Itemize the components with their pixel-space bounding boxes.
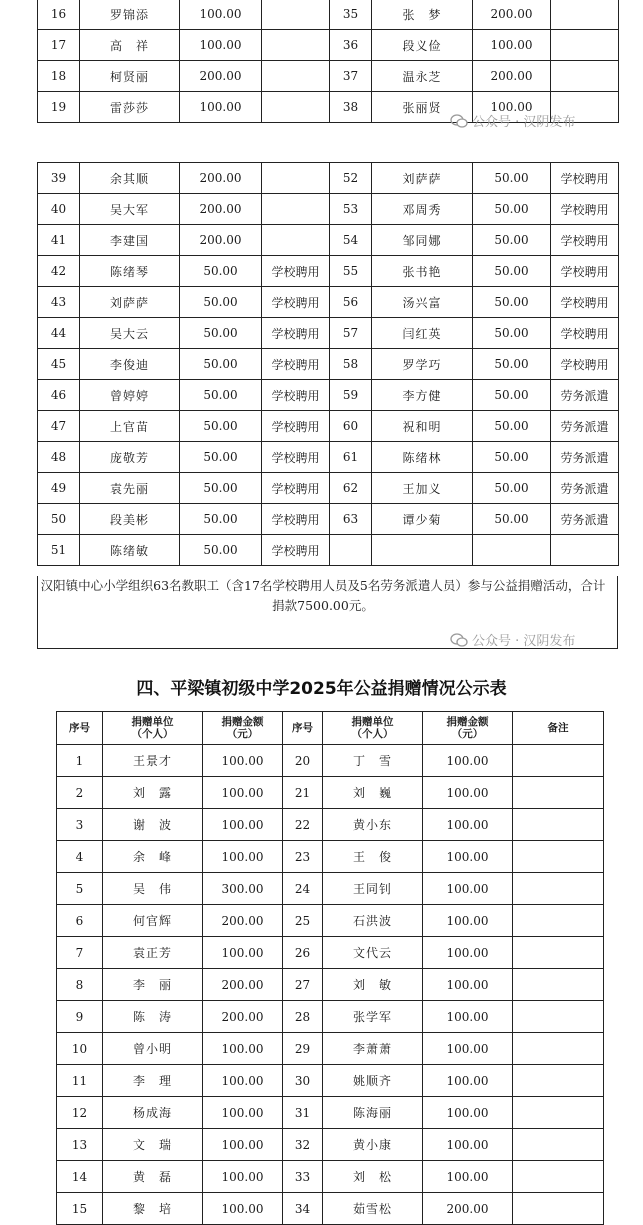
- table-cell: 100.00: [203, 1129, 283, 1161]
- table-cell: 4: [57, 841, 103, 873]
- table-cell: 300.00: [203, 873, 283, 905]
- table-cell: 黄小东: [323, 809, 423, 841]
- table-cell: 1: [57, 745, 103, 777]
- table-row: [38, 473, 619, 504]
- table-row: [57, 841, 604, 873]
- section-title: 四、平梁镇初级中学2025年公益捐赠情况公示表: [136, 679, 507, 699]
- table-cell: 学校聘用: [262, 473, 330, 504]
- table-cell: [513, 1129, 604, 1161]
- table-cell: 43: [38, 287, 80, 318]
- table-cell: 62: [330, 473, 372, 504]
- table-row: [57, 905, 604, 937]
- table-cell: 55: [330, 256, 372, 287]
- table-cell: 学校聘用: [262, 535, 330, 566]
- table-cell: 100.00: [203, 745, 283, 777]
- table-cell: 文 瑞: [103, 1129, 203, 1161]
- table-cell: 11: [57, 1065, 103, 1097]
- table-cell: 50.00: [180, 411, 262, 442]
- table-cell: 100.00: [180, 0, 262, 30]
- table-row: [38, 349, 619, 380]
- table-cell: 袁先丽: [80, 473, 180, 504]
- table-cell: 谭少菊: [372, 504, 473, 535]
- table-cell: 王加义: [372, 473, 473, 504]
- table-row: [38, 30, 619, 61]
- table-header-cell: 捐赠单位 （个人）: [323, 712, 423, 745]
- table-cell: 50.00: [473, 225, 551, 256]
- table-row: [57, 1193, 604, 1225]
- table-cell: 100.00: [423, 1129, 513, 1161]
- table-cell: 王 俊: [323, 841, 423, 873]
- table-cell: 15: [57, 1193, 103, 1225]
- table-row: [38, 504, 619, 535]
- table-cell: 50.00: [473, 349, 551, 380]
- table-cell: [551, 61, 619, 92]
- table-cell: 袁正芳: [103, 937, 203, 969]
- table-row: [57, 937, 604, 969]
- table-cell: 劳务派遣: [551, 504, 619, 535]
- table-row: [38, 318, 619, 349]
- table-cell: 50.00: [473, 287, 551, 318]
- table-cell: 59: [330, 380, 372, 411]
- table-cell: 60: [330, 411, 372, 442]
- table-cell: 27: [283, 969, 323, 1001]
- table-cell: 学校聘用: [262, 442, 330, 473]
- table-cell: 刘萨萨: [372, 163, 473, 194]
- table-cell: 50: [38, 504, 80, 535]
- table-header-cell: 捐赠金额 （元）: [423, 712, 513, 745]
- table-cell: 柯贤丽: [80, 61, 180, 92]
- table-cell: 高 祥: [80, 30, 180, 61]
- table-row: [57, 745, 604, 777]
- table-cell: 王景才: [103, 745, 203, 777]
- table-cell: 刘萨萨: [80, 287, 180, 318]
- table-cell: 2: [57, 777, 103, 809]
- table-cell: 100.00: [203, 1065, 283, 1097]
- table-cell: 200.00: [473, 61, 551, 92]
- table-cell: 50.00: [180, 442, 262, 473]
- table-cell: [513, 873, 604, 905]
- table-cell: [551, 30, 619, 61]
- table-header-cell: 备注: [513, 712, 604, 745]
- table-cell: [513, 1193, 604, 1225]
- table-cell: [262, 30, 330, 61]
- table-cell: 63: [330, 504, 372, 535]
- table-row: [38, 287, 619, 318]
- table-cell: 41: [38, 225, 80, 256]
- table-cell: 100.00: [203, 1097, 283, 1129]
- table-cell: [513, 1065, 604, 1097]
- table-row: [57, 1129, 604, 1161]
- table-cell: 49: [38, 473, 80, 504]
- table-cell: 100.00: [423, 1033, 513, 1065]
- table-cell: 闫红英: [372, 318, 473, 349]
- table-cell: 学校聘用: [262, 504, 330, 535]
- table-row: [38, 163, 619, 194]
- table-cell: 50.00: [473, 411, 551, 442]
- table-cell: 100.00: [473, 92, 551, 123]
- table-cell: 200.00: [180, 194, 262, 225]
- summary-note: 汉阳镇中心小学组织63名教职工（含17名学校聘用人员及5名劳务派遣人员）参与公益捐赠活动，合计捐款7500.00元。: [40, 578, 606, 613]
- table-cell: 学校聘用: [551, 287, 619, 318]
- table-cell: 13: [57, 1129, 103, 1161]
- table-cell: 张书艳: [372, 256, 473, 287]
- table-cell: 温永芝: [372, 61, 473, 92]
- table-row: [38, 380, 619, 411]
- table-cell: 吴大云: [80, 318, 180, 349]
- watermark-text: 公众号 · 汉阴发布: [472, 115, 576, 130]
- table-header-cell: 捐赠单位 （个人）: [103, 712, 203, 745]
- table-row: [57, 777, 604, 809]
- table-cell: 劳务派遣: [551, 442, 619, 473]
- donation-table-part2: [37, 162, 619, 566]
- table-cell: 曾婷婷: [80, 380, 180, 411]
- table-cell: 200.00: [203, 1001, 283, 1033]
- table-cell: 45: [38, 349, 80, 380]
- table-cell: 劳务派遣: [551, 380, 619, 411]
- table-cell: 段义俭: [372, 30, 473, 61]
- table-cell: 吴大军: [80, 194, 180, 225]
- table-cell: 25: [283, 905, 323, 937]
- table-header-cell: 捐赠金额 （元）: [203, 712, 283, 745]
- table-cell: 学校聘用: [551, 349, 619, 380]
- table-cell: 3: [57, 809, 103, 841]
- table-cell: 学校聘用: [551, 256, 619, 287]
- table-cell: 学校聘用: [262, 256, 330, 287]
- table-cell: [513, 1001, 604, 1033]
- table-cell: 7: [57, 937, 103, 969]
- table-cell: 50.00: [180, 535, 262, 566]
- table-cell: 陈 涛: [103, 1001, 203, 1033]
- table-cell: [513, 1033, 604, 1065]
- table-cell: 劳务派遣: [551, 411, 619, 442]
- table-header-cell: 序号: [283, 712, 323, 745]
- table-cell: 余其顺: [80, 163, 180, 194]
- table-cell: 200.00: [473, 0, 551, 30]
- table-cell: 18: [38, 61, 80, 92]
- table-row: [57, 873, 604, 905]
- table-cell: 张学军: [323, 1001, 423, 1033]
- table-cell: 46: [38, 380, 80, 411]
- table-cell: [513, 1161, 604, 1193]
- table-cell: 19: [38, 92, 80, 123]
- table-cell: 100.00: [203, 1193, 283, 1225]
- table-cell: 姚顺齐: [323, 1065, 423, 1097]
- table-cell: 李萧萧: [323, 1033, 423, 1065]
- table-cell: 48: [38, 442, 80, 473]
- table-cell: 5: [57, 873, 103, 905]
- table-row: [38, 61, 619, 92]
- table-cell: 100.00: [423, 841, 513, 873]
- table-row: [57, 1001, 604, 1033]
- table-cell: 庞敬芳: [80, 442, 180, 473]
- table-cell: 陈绪琴: [80, 256, 180, 287]
- wechat-icon: [450, 633, 468, 647]
- table-cell: [551, 535, 619, 566]
- table-cell: 20: [283, 745, 323, 777]
- table-cell: 50.00: [473, 473, 551, 504]
- table-row: [57, 809, 604, 841]
- table-cell: 学校聘用: [262, 411, 330, 442]
- table-cell: 吴 伟: [103, 873, 203, 905]
- table-cell: 30: [283, 1065, 323, 1097]
- table-cell: 51: [38, 535, 80, 566]
- table-cell: [513, 777, 604, 809]
- table-cell: 200.00: [423, 1193, 513, 1225]
- table-cell: 44: [38, 318, 80, 349]
- table-cell: 张丽贤: [372, 92, 473, 123]
- table-cell: 50.00: [180, 504, 262, 535]
- table-cell: 22: [283, 809, 323, 841]
- table-cell: 100.00: [203, 777, 283, 809]
- table-cell: [551, 0, 619, 30]
- table-cell: 28: [283, 1001, 323, 1033]
- table-cell: [262, 92, 330, 123]
- table-cell: 杨成海: [103, 1097, 203, 1129]
- table-cell: 陈绪林: [372, 442, 473, 473]
- table-cell: 200.00: [203, 969, 283, 1001]
- wechat-icon: [450, 114, 468, 128]
- table-cell: 52: [330, 163, 372, 194]
- table-row: [57, 1161, 604, 1193]
- table-cell: [513, 1097, 604, 1129]
- table-cell: 200.00: [180, 61, 262, 92]
- watermark-text: 公众号 · 汉阴发布: [472, 634, 576, 649]
- table-cell: 石洪波: [323, 905, 423, 937]
- table-cell: 50.00: [180, 318, 262, 349]
- table-cell: 50.00: [473, 163, 551, 194]
- table-cell: 14: [57, 1161, 103, 1193]
- table-cell: 邓周秀: [372, 194, 473, 225]
- table-cell: 100.00: [423, 1097, 513, 1129]
- table-cell: 17: [38, 30, 80, 61]
- table-row: [38, 256, 619, 287]
- table-cell: 100.00: [423, 905, 513, 937]
- table-cell: 张 梦: [372, 0, 473, 30]
- table-row: [38, 194, 619, 225]
- table-cell: 李 丽: [103, 969, 203, 1001]
- table-cell: 学校聘用: [551, 194, 619, 225]
- table-cell: 39: [38, 163, 80, 194]
- table-cell: 王同钊: [323, 873, 423, 905]
- table-cell: 9: [57, 1001, 103, 1033]
- table-cell: 李 理: [103, 1065, 203, 1097]
- table-cell: 33: [283, 1161, 323, 1193]
- table-cell: [513, 905, 604, 937]
- table-cell: [513, 745, 604, 777]
- table-header-row: [57, 712, 604, 745]
- table-cell: 劳务派遣: [551, 473, 619, 504]
- table-cell: 200.00: [180, 163, 262, 194]
- table-cell: 57: [330, 318, 372, 349]
- table-cell: 刘 露: [103, 777, 203, 809]
- table-cell: 100.00: [203, 1161, 283, 1193]
- table-cell: 50.00: [473, 504, 551, 535]
- table-cell: 21: [283, 777, 323, 809]
- table-row: [38, 535, 619, 566]
- table-cell: 100.00: [423, 873, 513, 905]
- table-cell: 100.00: [203, 841, 283, 873]
- table-cell: [513, 841, 604, 873]
- table-cell: 学校聘用: [262, 380, 330, 411]
- table-cell: 文代云: [323, 937, 423, 969]
- table-cell: 李方健: [372, 380, 473, 411]
- table-cell: 50.00: [180, 473, 262, 504]
- table-cell: 8: [57, 969, 103, 1001]
- table-cell: 50.00: [473, 380, 551, 411]
- table-cell: 58: [330, 349, 372, 380]
- donation-table-pingliang: [56, 711, 604, 1225]
- table-cell: 陈海丽: [323, 1097, 423, 1129]
- table-cell: 余 峰: [103, 841, 203, 873]
- table-row: [38, 0, 619, 30]
- table-cell: 31: [283, 1097, 323, 1129]
- table-cell: [262, 225, 330, 256]
- table-cell: 50.00: [473, 256, 551, 287]
- table-cell: 23: [283, 841, 323, 873]
- table-cell: 刘 巍: [323, 777, 423, 809]
- table-cell: 10: [57, 1033, 103, 1065]
- table-cell: 16: [38, 0, 80, 30]
- table-cell: 丁 雪: [323, 745, 423, 777]
- table-cell: 学校聘用: [551, 225, 619, 256]
- table-cell: 刘 敏: [323, 969, 423, 1001]
- table-cell: 200.00: [180, 225, 262, 256]
- table-cell: 36: [330, 30, 372, 61]
- table-cell: 学校聘用: [262, 318, 330, 349]
- table-cell: [513, 969, 604, 1001]
- table-cell: 黄 磊: [103, 1161, 203, 1193]
- table-cell: 35: [330, 0, 372, 30]
- table-cell: 100.00: [423, 745, 513, 777]
- table-cell: 100.00: [473, 30, 551, 61]
- table-row: [38, 442, 619, 473]
- table-cell: 刘 松: [323, 1161, 423, 1193]
- table-cell: [262, 194, 330, 225]
- table-cell: 100.00: [423, 937, 513, 969]
- table-cell: 24: [283, 873, 323, 905]
- table-cell: 黎 培: [103, 1193, 203, 1225]
- table-cell: 100.00: [423, 1065, 513, 1097]
- table-row: [57, 1097, 604, 1129]
- table-cell: 100.00: [423, 969, 513, 1001]
- table-cell: 学校聘用: [551, 163, 619, 194]
- table-cell: [262, 61, 330, 92]
- table-row: [38, 411, 619, 442]
- table-cell: 42: [38, 256, 80, 287]
- table-cell: 6: [57, 905, 103, 937]
- table-cell: [262, 163, 330, 194]
- table-row: [57, 1065, 604, 1097]
- table-cell: 100.00: [423, 1161, 513, 1193]
- table-cell: 邹同娜: [372, 225, 473, 256]
- table-cell: 50.00: [180, 256, 262, 287]
- table-cell: [513, 937, 604, 969]
- table-cell: 罗学巧: [372, 349, 473, 380]
- table-cell: 50.00: [473, 442, 551, 473]
- table-cell: 上官苗: [80, 411, 180, 442]
- table-cell: 100.00: [423, 809, 513, 841]
- table-cell: 47: [38, 411, 80, 442]
- watermark: [450, 111, 575, 130]
- table-row: [57, 969, 604, 1001]
- table-cell: 100.00: [423, 1001, 513, 1033]
- table-cell: 李建国: [80, 225, 180, 256]
- table-cell: 茹雪松: [323, 1193, 423, 1225]
- table-cell: 56: [330, 287, 372, 318]
- table-cell: 100.00: [180, 30, 262, 61]
- table-cell: 40: [38, 194, 80, 225]
- table-cell: 学校聘用: [262, 287, 330, 318]
- table-cell: 学校聘用: [262, 349, 330, 380]
- donation-table-part1: [37, 0, 619, 123]
- table-cell: 34: [283, 1193, 323, 1225]
- table-cell: 何官辉: [103, 905, 203, 937]
- table-cell: 曾小明: [103, 1033, 203, 1065]
- table-cell: [473, 535, 551, 566]
- table-cell: 61: [330, 442, 372, 473]
- table-cell: [330, 535, 372, 566]
- table-cell: 100.00: [203, 1033, 283, 1065]
- table-cell: 陈绪敏: [80, 535, 180, 566]
- table-cell: 汤兴富: [372, 287, 473, 318]
- table-cell: 29: [283, 1033, 323, 1065]
- table-cell: 谢 波: [103, 809, 203, 841]
- table-row: [57, 1033, 604, 1065]
- table-cell: 雷莎莎: [80, 92, 180, 123]
- table-cell: 50.00: [180, 287, 262, 318]
- table-cell: 100.00: [180, 92, 262, 123]
- table-cell: [262, 0, 330, 30]
- table-cell: 50.00: [473, 318, 551, 349]
- table-cell: 黄小康: [323, 1129, 423, 1161]
- table-cell: 26: [283, 937, 323, 969]
- table-cell: 50.00: [180, 349, 262, 380]
- table-cell: 32: [283, 1129, 323, 1161]
- table-cell: 学校聘用: [551, 318, 619, 349]
- table-cell: 12: [57, 1097, 103, 1129]
- table-row: [38, 225, 619, 256]
- table-cell: 100.00: [203, 937, 283, 969]
- table-cell: 37: [330, 61, 372, 92]
- table-cell: 段美彬: [80, 504, 180, 535]
- table-cell: 53: [330, 194, 372, 225]
- table-cell: 200.00: [203, 905, 283, 937]
- table-cell: 100.00: [203, 809, 283, 841]
- table-cell: [372, 535, 473, 566]
- table-cell: 50.00: [473, 194, 551, 225]
- watermark-2: [450, 630, 575, 649]
- note-border-right: [617, 576, 618, 649]
- table-header-cell: 序号: [57, 712, 103, 745]
- table-cell: 50.00: [180, 380, 262, 411]
- table-cell: 100.00: [423, 777, 513, 809]
- table-cell: 38: [330, 92, 372, 123]
- table-cell: 祝和明: [372, 411, 473, 442]
- table-cell: [513, 809, 604, 841]
- table-cell: 李俊迪: [80, 349, 180, 380]
- table-cell: 罗锦添: [80, 0, 180, 30]
- table-cell: 54: [330, 225, 372, 256]
